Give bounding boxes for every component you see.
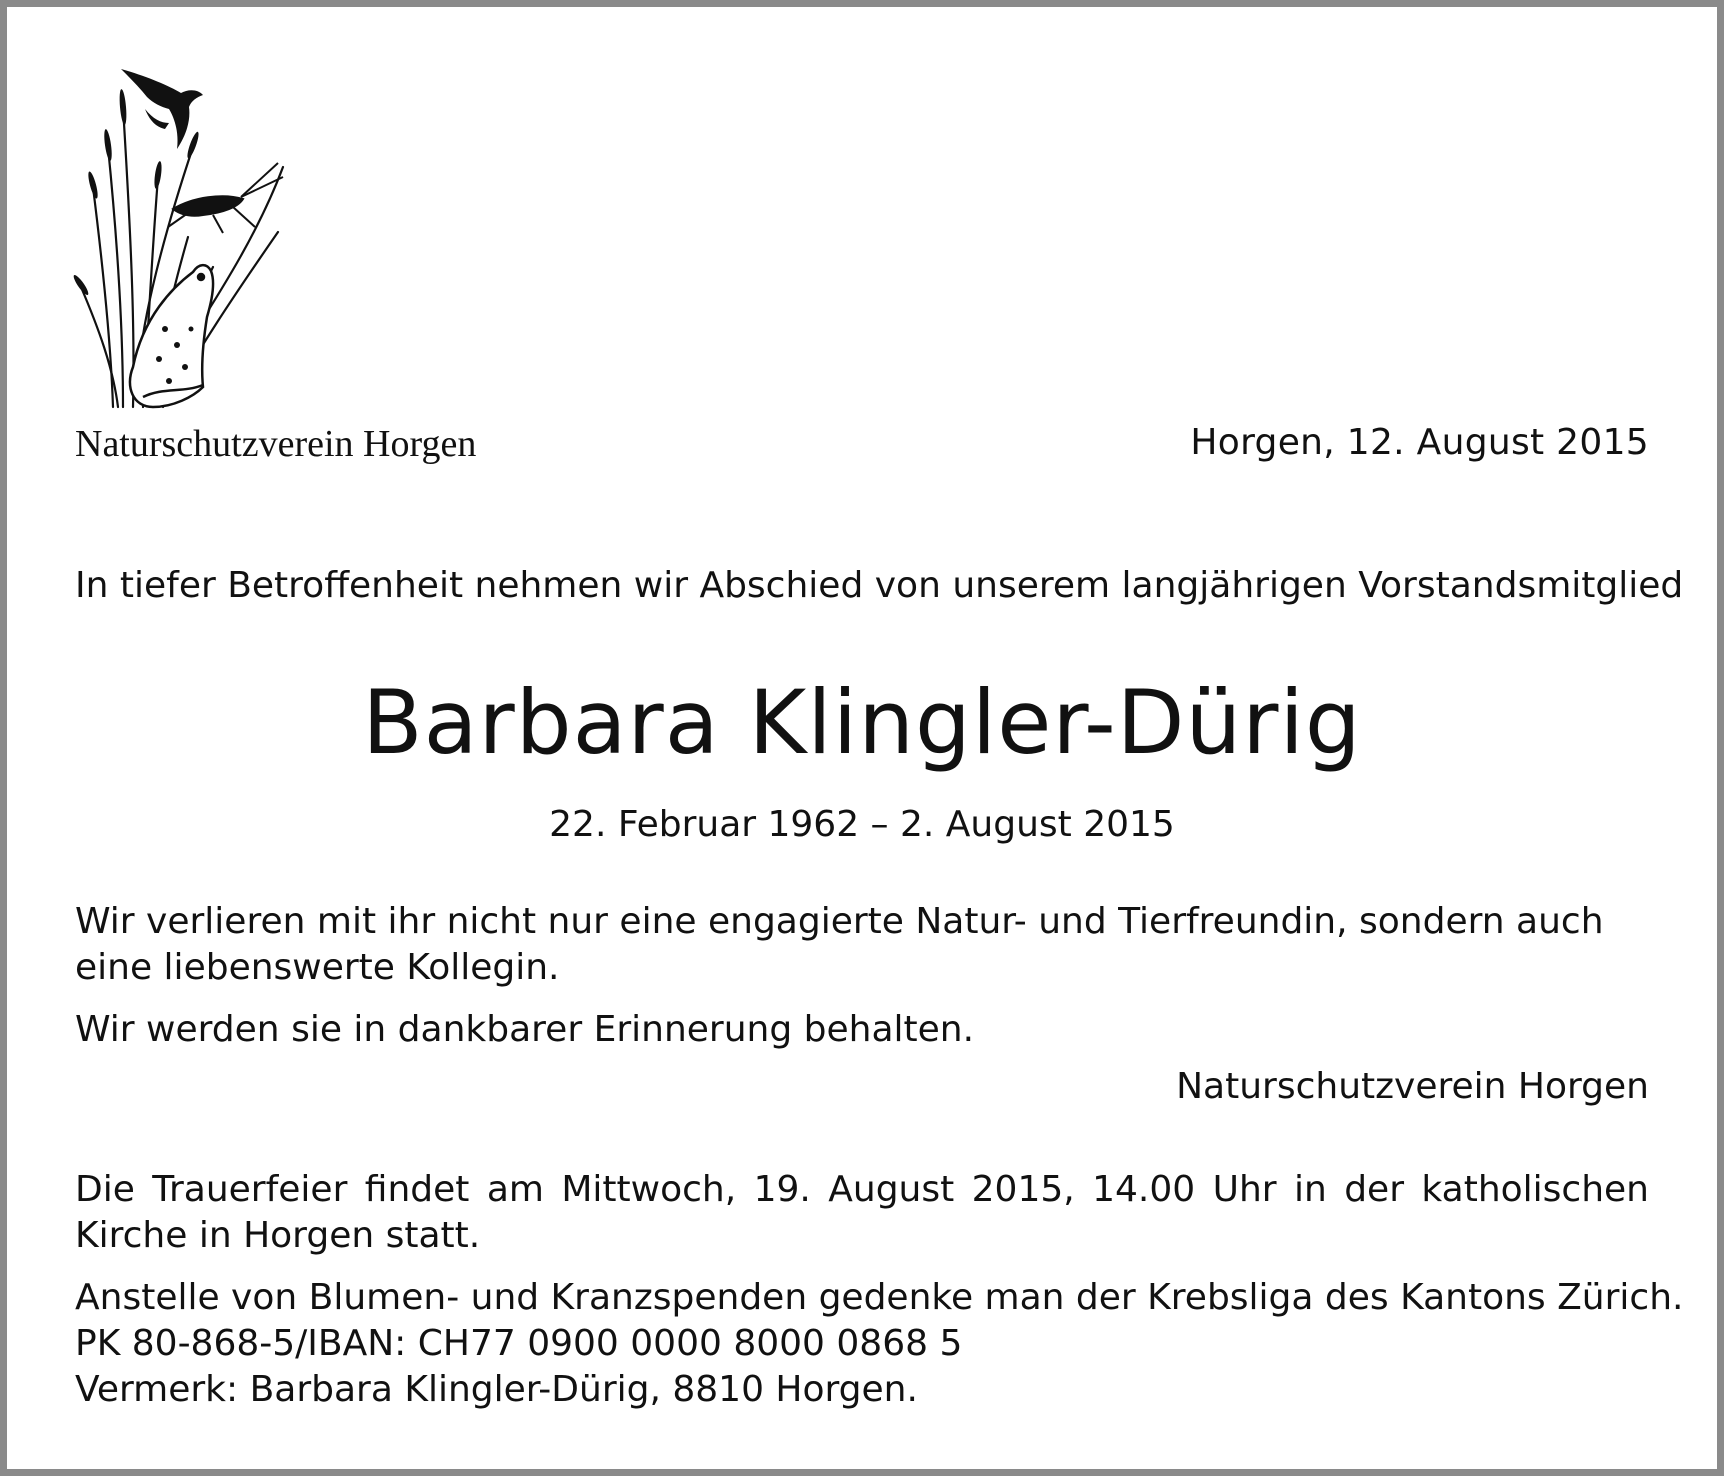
nature-sketch-icon [73, 67, 323, 412]
life-dates: 22. Februar 1962 – 2. August 2015 [549, 804, 1175, 845]
signature: Naturschutzverein Horgen [1176, 1066, 1649, 1107]
deceased-name: Barbara Klingler-Dürig [362, 671, 1362, 774]
tribute-paragraph: Wir verlieren mit ihr nicht nur eine engagierte Natur- und Tierfreundin, sondern auch eine liebenswerte Kollegin. [75, 901, 1604, 988]
donation-line: Anstelle von Blumen- und Kranzspenden gedenke man der Krebsliga des Kantons Zürich. [75, 1277, 1684, 1318]
account-line: PK 80-868-5/IBAN: CH77 0900 0000 8000 0868 5 [75, 1323, 963, 1364]
remembrance-line: Wir werden sie in dankbarer Erinnerung behalten. [75, 1009, 975, 1050]
intro-line: In tiefer Betroffenheit nehmen wir Abschied von unserem langjährigen Vorstandsmitglied [75, 565, 1684, 606]
service-paragraph: Die Trauerfeier findet am Mittwoch, 19. August 2015, 14.00 Uhr in der katholischen Kirche in Horgen statt. [75, 1169, 1649, 1256]
place-date: Horgen, 12. August 2015 [1190, 422, 1649, 463]
frog-icon [130, 265, 213, 407]
reference-line: Vermerk: Barbara Klingler-Dürig, 8810 Horgen. [75, 1369, 918, 1410]
organization-header: Naturschutzverein Horgen [75, 423, 477, 465]
bird-icon [121, 69, 203, 149]
